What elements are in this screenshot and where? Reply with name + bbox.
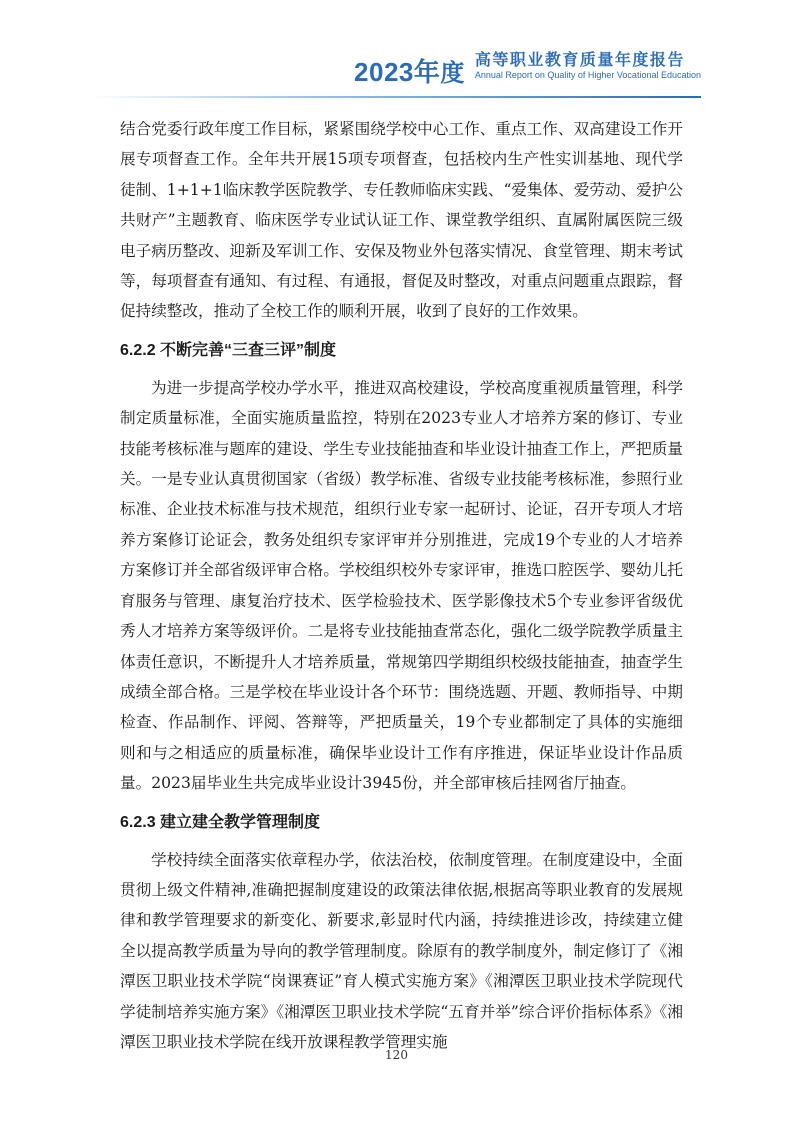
report-name-cn: 高等职业教育质量年度报告	[474, 52, 685, 69]
paragraph-management-system: 学校持续全面落实依章程办学，依法治校，依制度管理。在制度建设中，全面贯彻上级文件精神,准确把握制度建设的政策法律依据,根据高等职业教育的发展规律和教学管理要求的新变化、新要求,彰显时代内涵，持续推进诊改，持续建立健全以提高教学质量为导向的教学管理制度。除原有的教学制度外，制定修订了《湘潭医卫职业技术学院“岗课赛证”育人模式实施方案》《湘潭医卫职业技术学院现代学徒制培养实施方案》《湘潭医卫职业技术学院“五育并举”综合评价指标体系》《湘潭医卫职业技术学院在线开放课程教学管理实施	[120, 850, 683, 1051]
report-name-en: Annual Report on Quality of Higher Vocational Education	[474, 70, 701, 80]
report-header	[0, 0, 793, 100]
report-name-block	[475, 52, 701, 81]
page-body	[120, 114, 683, 1057]
paragraph-three-checks: 为进一步提高学校办学水平，推进双高校建设，学校高度重视质量管理，科学制定质量标准，全面实施质量监控，特别在2023专业人才培养方案的修订、专业技能考核标准与题库的建设、学生专业技能抽查和毕业设计抽查工作上，严把质量关。一是专业认真贯彻国家（省级）教学标准、省级专业技能考核标准，参照行业标准、企业技术标准与技术规范，组织行业专家一起研讨、论证，召开专项人才培养方案修订论证会，教务处组织专家评审并分别推进，完成19个专业的人才培养方案修订并全部省级评审合格。学校组织校外专家评审，推选口腔医学、婴幼儿托育服务与管理、康复治疗技术、医学检验技术、医学影像技术5个专业参评省级优秀人才培养方案等级评价。二是将专业技能抽查常态化，强化二级学院教学质量主体责任意识，不断提升人才培养质量，常规第四学期组织校级技能抽查，抽查学生成绩全部合格。三是学校在毕业设计各个环节：围绕选题、开题、教师指导、中期检查、作品制作、评阅、答辩等，严把质量关，19个专业都制定了具体的实施细则和与之相适应的质量标准，确保毕业设计工作有序推进，保证毕业设计作品质量。2023届毕业生共完成毕业设计3945份，并全部审核后挂网省厅抽查。	[120, 378, 683, 793]
section-heading-6-2-2: 6.2.2 不断完善“三查三评”制度	[120, 341, 337, 359]
page-number: 120	[385, 1048, 408, 1062]
paragraph-supervision: 结合党委行政年度工作目标，紧紧围绕学校中心工作、重点工作、双高建设工作开展专项督查工作。全年共开展15项专项督查，包括校内生产性实训基地、现代学徒制、1+1+1临床教学医院教学、专任教师临床实践、“爱集体、爱劳动、爱护公共财产”主题教育、临床医学专业试认证工作、课堂教学组织、直属附属医院三级电子病历整改、迎新及军训工作、安保及物业外包落实情况、食堂管理、期末考试等，每项督查有通知、有过程、有通报，督促及时整改，对重点问题重点跟踪，督促持续整改，推动了全校工作的顺利开展，收到了良好的工作效果。	[120, 120, 683, 321]
report-year-suffix: 度	[440, 60, 465, 87]
section-heading-6-2-3: 6.2.3 建立建全教学管理制度	[120, 813, 321, 831]
header-divider	[88, 96, 701, 98]
report-title	[354, 52, 701, 89]
report-year: 2023年	[354, 57, 441, 87]
